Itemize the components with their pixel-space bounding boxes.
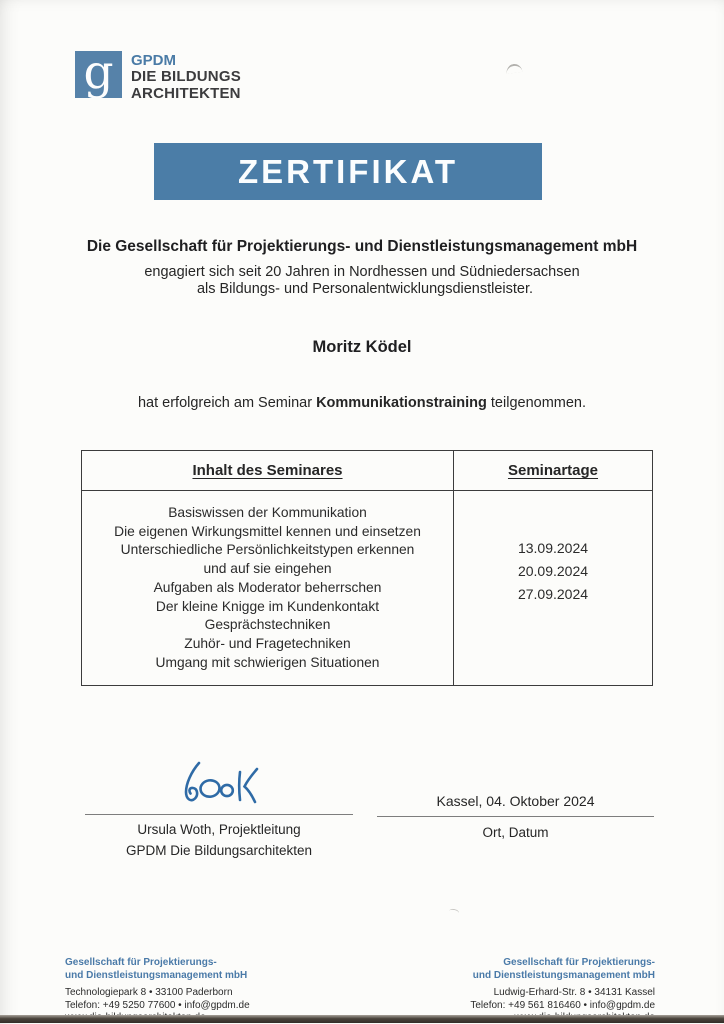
- footer-left-company: [65, 957, 250, 982]
- participation-statement: [0, 395, 724, 411]
- seminar-topic: Umgang mit schwierigen Situationen: [155, 654, 380, 670]
- intro-line-1: engagiert sich seit 20 Jahren in Nordhessen und Südniedersachsen: [144, 264, 580, 280]
- scan-artifact-top: [505, 63, 522, 74]
- logo-brand: GPDM: [131, 52, 176, 69]
- seminar-topic: Aufgaben als Moderator beherrschen: [153, 579, 382, 595]
- certificate-banner: [154, 143, 542, 200]
- seminar-topics-cell: [82, 491, 454, 685]
- seminar-topic: und auf sie eingehen: [203, 561, 332, 577]
- scan-bottom-edge: [0, 1015, 724, 1023]
- table-header-days: [454, 451, 652, 491]
- handwritten-signature: [177, 757, 265, 813]
- signature-line: [85, 814, 353, 815]
- seminar-date: 13.09.2024: [517, 540, 589, 556]
- seminar-topic: Basiswissen der Kommunikation: [168, 505, 367, 520]
- footer-left: [65, 957, 250, 1024]
- logo-text: [131, 51, 241, 102]
- footer-right-company-line2: und Dienstleistungsmanagement mbH: [472, 969, 655, 981]
- seminar-topic: Der kleine Knigge im Kundenkontakt: [155, 598, 380, 614]
- gpdm-logo-icon: [75, 51, 122, 98]
- footer-right-company: [470, 957, 655, 982]
- signatory-name: Ursula Woth, Projektleitung: [137, 822, 301, 837]
- logo-subline-1: DIE BILDUNGS: [131, 68, 241, 85]
- seminar-date: 27.09.2024: [517, 586, 589, 602]
- intro-line-2: als Bildungs- und Personalentwicklungsdienstleister.: [196, 281, 534, 297]
- seminar-topic: Die eigenen Wirkungsmittel kennen und einsetzen: [114, 523, 421, 539]
- seminar-dates-cell: [454, 491, 652, 685]
- date-line: [377, 816, 654, 817]
- statement-prefix: hat erfolgreich am Seminar: [137, 395, 317, 411]
- footer-left-phone: Telefon: +49 5250 77600 • info@gpdm.de: [65, 999, 250, 1011]
- footer-left-company-line2: und Dienstleistungsmanagement mbH: [65, 969, 248, 981]
- certificate-title: ZERTIFIKAT: [237, 152, 459, 190]
- gpdm-logo: [75, 51, 241, 102]
- seminar-date: 20.09.2024: [517, 563, 589, 579]
- seminar-table: [81, 450, 653, 686]
- seminar-topic: Zuhör- und Fragetechniken: [184, 635, 351, 651]
- footer-right-address: Ludwig-Erhard-Str. 8 • 34131 Kassel: [493, 987, 655, 998]
- table-header-content-label: Inhalt des Seminares: [192, 462, 343, 479]
- footer-left-address: Technologiepark 8 • 33100 Paderborn: [65, 987, 233, 998]
- footer-right: [470, 957, 655, 1024]
- footer-left-company-line1: Gesellschaft für Projektierungs-: [65, 957, 217, 968]
- seminar-topic: Unterschiedliche Persönlichkeitstypen erkennen: [120, 542, 415, 558]
- statement-suffix: teilgenommen.: [486, 395, 587, 411]
- table-header-content: [82, 451, 454, 491]
- footer-right-phone: Telefon: +49 561 816460 • info@gpdm.de: [470, 999, 655, 1011]
- participant-name: Moritz Ködel: [312, 338, 412, 356]
- scan-artifact-bottom: [448, 908, 459, 916]
- logo-glyph: g: [83, 51, 114, 98]
- logo-subline-2: ARCHITEKTEN: [131, 84, 241, 102]
- signatory-organization: GPDM Die Bildungsarchitekten: [125, 843, 313, 858]
- footer-right-company-line1: Gesellschaft für Projektierungs-: [503, 957, 655, 968]
- company-name-line: Die Gesellschaft für Projektierungs- und Dienstleistungsmanagement mbH: [86, 238, 638, 255]
- place-and-date: Kassel, 04. Oktober 2024: [436, 793, 595, 809]
- table-header-days-label: Seminartage: [507, 462, 599, 479]
- seminar-topic: Gesprächstechniken: [204, 617, 331, 633]
- date-caption: Ort, Datum: [482, 825, 549, 840]
- statement-seminar-name: Kommunikationstraining: [316, 395, 487, 411]
